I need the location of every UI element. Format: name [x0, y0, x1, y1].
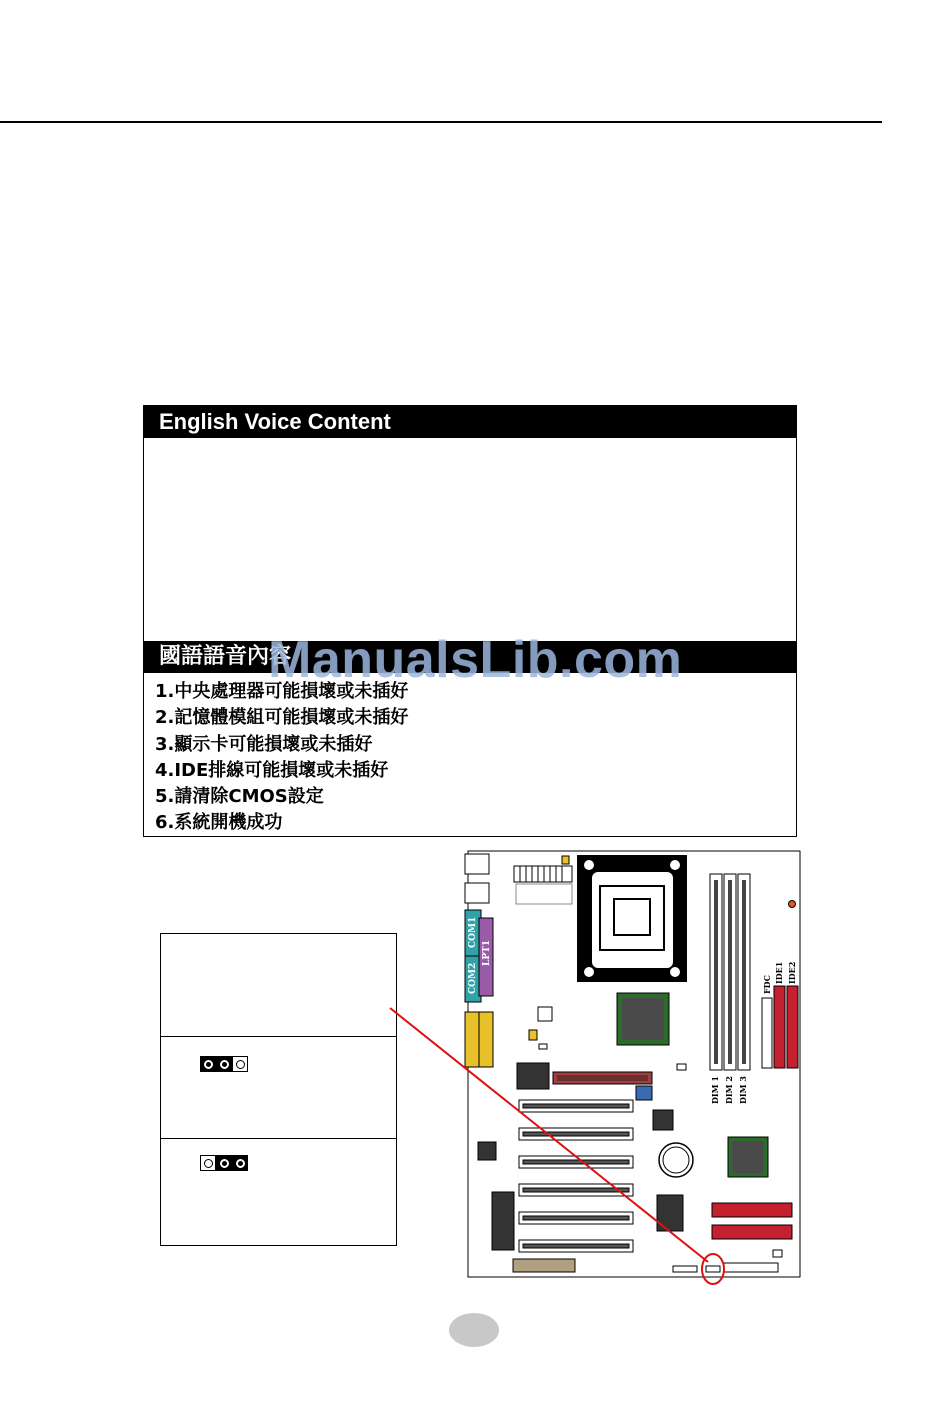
list-item: 2.記憶體模組可能損壞或未插好 [155, 707, 409, 729]
lpt1-label: LPT1 [482, 939, 492, 966]
page-number-badge [449, 1313, 499, 1347]
watermark: ManualsLib.com [268, 631, 683, 689]
list-item: 5.請清除CMOS設定 [155, 786, 324, 808]
com1-label: COM1 [468, 916, 478, 948]
fdc-label: FDC [762, 975, 772, 994]
list-item: 3.顯示卡可能損壞或未插好 [155, 733, 373, 755]
fdc-connector [762, 998, 772, 1068]
chinese-voice-header: 國語語音內容 [144, 641, 796, 673]
flash-bios [492, 1192, 514, 1250]
list-item: 4.IDE排線可能損壞或未插好 [155, 759, 389, 781]
list-item: 1.中央處理器可能損壞或未插好 [155, 681, 409, 702]
dim2-label: DIM 2 [724, 1076, 734, 1104]
dim3-label: DIM 3 [738, 1076, 748, 1104]
ide1-label: IDE1 [774, 961, 784, 984]
ide1-connector [774, 986, 785, 1068]
english-voice-header: English Voice Content [144, 406, 796, 438]
ps2-port-top [465, 854, 489, 874]
ps2-port-bottom [465, 883, 489, 903]
ide2-connector [787, 986, 798, 1068]
ide2-label: IDE2 [787, 961, 797, 984]
list-item: 6.系統開機成功 [155, 812, 283, 834]
atx-power-connector [514, 866, 572, 882]
dim1-label: DIM 1 [710, 1076, 720, 1104]
atx-power-outline [516, 884, 572, 904]
fan-header [562, 856, 569, 864]
chip [517, 1063, 549, 1089]
dimm-slots [710, 874, 750, 1070]
com2-label: COM2 [468, 962, 478, 994]
front-panel-header [724, 1263, 778, 1272]
